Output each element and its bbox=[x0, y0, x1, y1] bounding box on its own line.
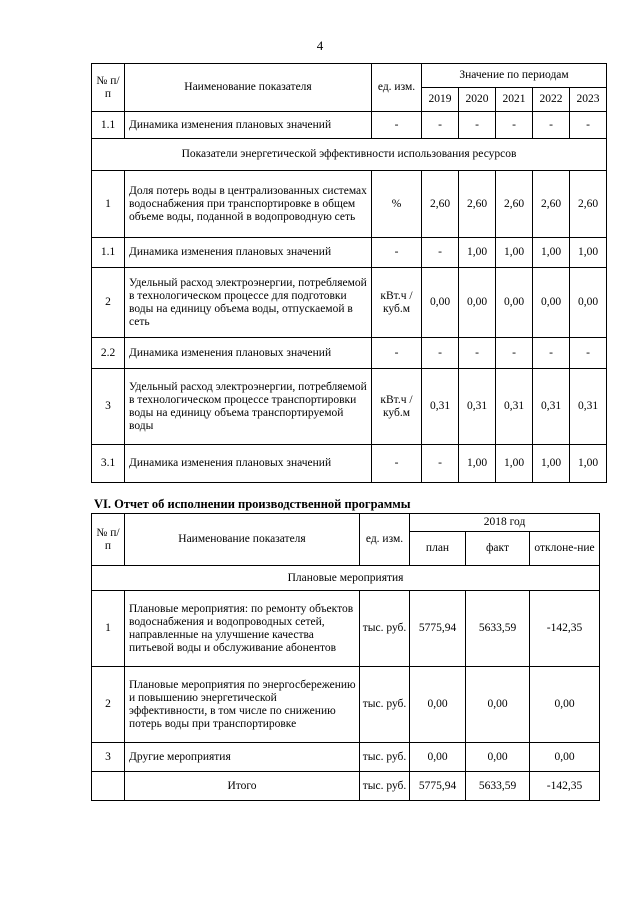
production-program-table bbox=[91, 513, 600, 801]
header-year: 2019 bbox=[422, 88, 459, 112]
page-number: 4 bbox=[316, 38, 324, 53]
row-name: Плановые мероприятия по энергосбережению и повышению энергетической эффективности, в том числе по снижению потерь воды при транспортировке bbox=[125, 667, 360, 743]
table-row bbox=[92, 171, 607, 238]
row-name: Динамика изменения плановых значений bbox=[125, 338, 372, 369]
row-name: Динамика изменения плановых значений bbox=[125, 112, 372, 139]
table-row bbox=[92, 238, 607, 268]
row-value: - bbox=[459, 112, 496, 139]
row-unit: - bbox=[372, 338, 422, 369]
row-value: - bbox=[570, 112, 607, 139]
header-year: 2022 bbox=[533, 88, 570, 112]
header-year: 2018 год bbox=[410, 514, 600, 532]
row-value: - bbox=[422, 112, 459, 139]
row-value: 2,60 bbox=[422, 171, 459, 238]
row-value: 1,00 bbox=[496, 445, 533, 483]
table-row bbox=[92, 369, 607, 445]
row-value: 0,00 bbox=[466, 667, 530, 743]
row-value: 0,31 bbox=[422, 369, 459, 445]
total-row bbox=[92, 772, 600, 801]
row-name: Удельный расход электроэнергии, потребляемой в технологическом процессе для подготовки воды на единицу объема воды, отпускаемой в сеть bbox=[125, 268, 372, 338]
header-col: факт bbox=[466, 532, 530, 566]
row-value: - bbox=[570, 338, 607, 369]
row-value: 1,00 bbox=[570, 238, 607, 268]
row-value: - bbox=[422, 238, 459, 268]
table-row bbox=[92, 445, 607, 483]
section-title: VI. Отчет об исполнении производственной программы bbox=[94, 497, 411, 511]
row-value: - bbox=[496, 338, 533, 369]
row-unit: тыс. руб. bbox=[360, 591, 410, 667]
row-unit: кВт.ч / куб.м bbox=[372, 268, 422, 338]
row-name: Доля потерь воды в централизованных системах водоснабжения при транспортировке в общем объеме воды, поданной в водопроводную сеть bbox=[125, 171, 372, 238]
row-num: 1.1 bbox=[92, 112, 125, 139]
row-value: 5633,59 bbox=[466, 591, 530, 667]
row-unit: кВт.ч / куб.м bbox=[372, 369, 422, 445]
row-unit: - bbox=[372, 445, 422, 483]
row-value: 5775,94 bbox=[410, 591, 466, 667]
row-unit: % bbox=[372, 171, 422, 238]
total-label: Итого bbox=[125, 772, 360, 801]
row-num: 2 bbox=[92, 268, 125, 338]
section-label: Показатели энергетической эффективности использования ресурсов bbox=[92, 139, 607, 171]
row-value: - bbox=[422, 445, 459, 483]
header-num: № п/п bbox=[92, 64, 125, 112]
row-value: 0,00 bbox=[466, 743, 530, 772]
header-year: 2023 bbox=[570, 88, 607, 112]
row-value: 1,00 bbox=[533, 238, 570, 268]
row-name: Другие мероприятия bbox=[125, 743, 360, 772]
row-name: Плановые мероприятия: по ремонту объектов водоснабжения и водопроводных сетей, направленные на улучшение качества питьевой воды и обслуживание абонентов bbox=[125, 591, 360, 667]
header-unit: ед. изм. bbox=[360, 514, 410, 566]
row-value: 1,00 bbox=[459, 445, 496, 483]
row-value: - bbox=[533, 112, 570, 139]
row-value: 5633,59 bbox=[466, 772, 530, 801]
row-value: 0,00 bbox=[570, 268, 607, 338]
row-value: - bbox=[422, 338, 459, 369]
row-value: 0,31 bbox=[459, 369, 496, 445]
row-value: 0,00 bbox=[496, 268, 533, 338]
row-value: 0,00 bbox=[410, 667, 466, 743]
table-row bbox=[92, 338, 607, 369]
row-num: 3 bbox=[92, 743, 125, 772]
row-value: 0,00 bbox=[459, 268, 496, 338]
row-value: 1,00 bbox=[496, 238, 533, 268]
row-value: 1,00 bbox=[570, 445, 607, 483]
row-value: -142,35 bbox=[530, 591, 600, 667]
row-num bbox=[92, 772, 125, 801]
energy-indicators-table bbox=[91, 63, 607, 483]
row-value: 1,00 bbox=[459, 238, 496, 268]
table-row bbox=[92, 268, 607, 338]
row-unit: тыс. руб. bbox=[360, 667, 410, 743]
row-value: 2,60 bbox=[496, 171, 533, 238]
row-value: 2,60 bbox=[459, 171, 496, 238]
table-row bbox=[92, 112, 607, 139]
table-row bbox=[92, 591, 600, 667]
row-value: 0,31 bbox=[533, 369, 570, 445]
row-value: - bbox=[533, 338, 570, 369]
row-value: - bbox=[496, 112, 533, 139]
table-row bbox=[92, 743, 600, 772]
header-year: 2021 bbox=[496, 88, 533, 112]
header-col: отклоне-ние bbox=[530, 532, 600, 566]
row-unit: - bbox=[372, 238, 422, 268]
table-row bbox=[92, 667, 600, 743]
header-name: Наименование показателя bbox=[125, 64, 372, 112]
row-num: 3 bbox=[92, 369, 125, 445]
row-name: Динамика изменения плановых значений bbox=[125, 238, 372, 268]
row-value: 2,60 bbox=[570, 171, 607, 238]
row-value: 0,31 bbox=[570, 369, 607, 445]
header-year: 2020 bbox=[459, 88, 496, 112]
row-value: -142,35 bbox=[530, 772, 600, 801]
row-value: - bbox=[459, 338, 496, 369]
row-unit: тыс. руб. bbox=[360, 772, 410, 801]
row-value: 2,60 bbox=[533, 171, 570, 238]
header-num: № п/п bbox=[92, 514, 125, 566]
row-value: 0,00 bbox=[530, 743, 600, 772]
row-num: 1 bbox=[92, 591, 125, 667]
row-name: Динамика изменения плановых значений bbox=[125, 445, 372, 483]
header-unit: ед. изм. bbox=[372, 64, 422, 112]
row-value: 0,00 bbox=[410, 743, 466, 772]
header-name: Наименование показателя bbox=[125, 514, 360, 566]
row-value: 0,00 bbox=[530, 667, 600, 743]
row-value: 1,00 bbox=[533, 445, 570, 483]
row-unit: - bbox=[372, 112, 422, 139]
header-periods: Значение по периодам bbox=[422, 64, 607, 88]
row-num: 2.2 bbox=[92, 338, 125, 369]
row-value: 5775,94 bbox=[410, 772, 466, 801]
header-col: план bbox=[410, 532, 466, 566]
row-num: 1 bbox=[92, 171, 125, 238]
row-name: Удельный расход электроэнергии, потребляемой в технологическом процессе транспортировки воды на единицу объема транспортируемой воды bbox=[125, 369, 372, 445]
row-value: 0,00 bbox=[533, 268, 570, 338]
row-num: 3.1 bbox=[92, 445, 125, 483]
row-num: 2 bbox=[92, 667, 125, 743]
section-label: Плановые мероприятия bbox=[92, 566, 600, 591]
row-unit: тыс. руб. bbox=[360, 743, 410, 772]
row-value: 0,31 bbox=[496, 369, 533, 445]
row-value: 0,00 bbox=[422, 268, 459, 338]
row-num: 1.1 bbox=[92, 238, 125, 268]
